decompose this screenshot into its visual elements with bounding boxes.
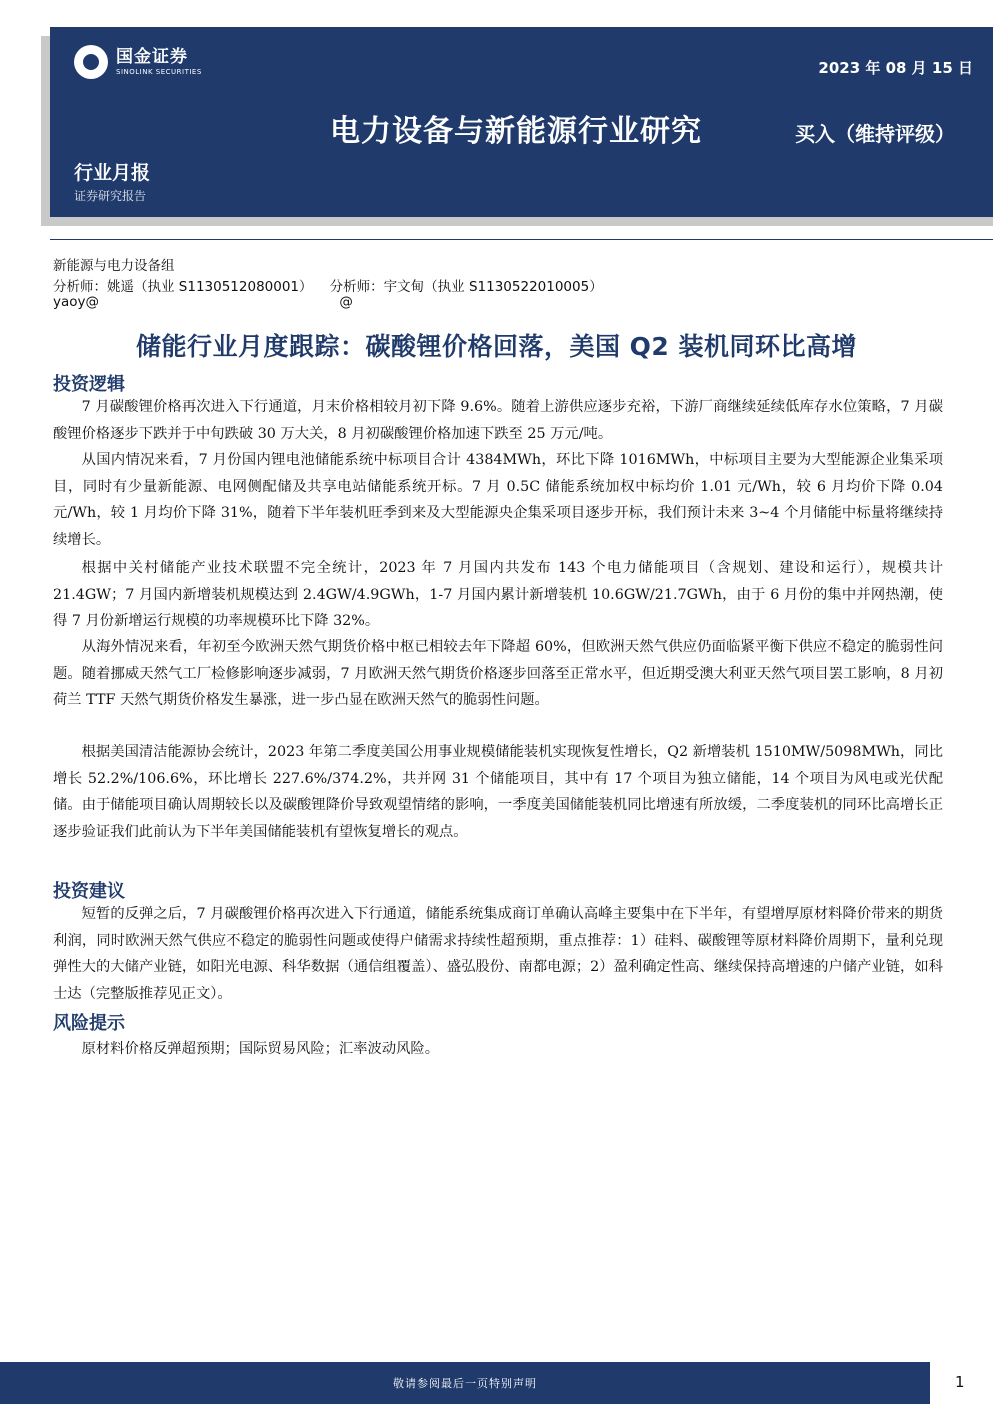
research-group: 新能源与电力设备组 — [53, 258, 175, 274]
analyst-line: 分析师：姚遥（执业 S1130512080001） 分析师：宇文甸（执业 S1130522010005） — [53, 279, 603, 295]
report-type: 行业月报 — [74, 162, 151, 184]
paragraph: 从国内情况来看，7 月份国内锂电池储能系统中标项目合计 4384MWh，环比下降 1016MWh，中标项目主要为大型能源企业集采项目，同时有少量新能源、电网侧配储及共享电站储能系统开标。7 月 0.5C 储能系统加权中标均价 1.01 元/Wh，较 6 月均价下降 0.04 元/Wh，较 1 月均价下降 31%，随着下半年装机旺季到来及大型能源央企集采项目逐步开标，我们预计未来 3~4 个月储能中标量将继续持续增长。 — [53, 452, 943, 548]
company-logo — [74, 45, 202, 79]
paragraph: 短暂的反弹之后，7 月碳酸锂价格再次进入下行通道，储能系统集成商订单确认高峰主要集中在下半年，有望增厚原材料降价带来的期货利润，同时欧洲天然气供应不稳定的脆弱性问题或使得户储需求持续性超预期，重点推荐：1）硅料、碳酸锂等原材料降价周期下，量利兑现弹性大的大储产业链，如阳光电源、科华数据（通信组覆盖）、盛弘股份、南都电源；2）盈利确定性高、继续保持高增速的户储产业链，如科士达（完整版推荐见正文）。 — [53, 906, 943, 1002]
analyst-emails: yaoy@ @ — [53, 294, 353, 310]
rating-badge: 买入（维持评级） — [795, 122, 955, 146]
report-subtype: 证券研究报告 — [74, 189, 147, 203]
logo-name-cn: 国金证券 — [116, 47, 188, 67]
paragraph: 原材料价格反弹超预期；国际贸易风险；汇率波动风险。 — [81, 1041, 440, 1057]
report-date: 2023 年 08 月 15 日 — [818, 59, 973, 77]
industry-title: 电力设备与新能源行业研究 — [330, 114, 702, 149]
report-headline: 储能行业月度跟踪：碳酸锂价格回落，美国 Q2 装机同环比高增 — [135, 332, 858, 361]
footer-disclaimer-note: 敬请参阅最后一页特别声明 — [393, 1377, 537, 1390]
paragraph: 根据中关村储能产业技术联盟不完全统计，2023 年 7 月国内共发布 143 个电力储能项目（含规划、建设和运行），规模共计 21.4GW；7 月国内新增装机规模达到 2.4GW/4.9GWh，1-7 月国内累计新增装机 10.6GW/21.7GWh，由于 6 月份的集中并网热潮，使得 7 月份新增运行规模的功率规模环比下降 32%。 — [53, 560, 943, 630]
page-number: 1 — [955, 1373, 965, 1391]
paragraph: 7 月碳酸锂价格再次进入下行通道，月末价格相较月初下降 9.6%。随着上游供应逐步充裕，下游厂商继续延续低库存水位策略，7 月碳酸锂价格逐步下跌并于中旬跌破 30 万大关，8 月初碳酸锂价格加速下跌至 25 万元/吨。 — [53, 399, 943, 442]
paragraph: 根据美国清洁能源协会统计，2023 年第二季度美国公用事业规模储能装机实现恢复性增长，Q2 新增装机 1510MW/5098MWh，同比增长 52.2%/106.6%，环比增长 227.6%/374.2%，共并网 31 个储能项目，其中有 17 个项目为独立储能，14 个项目为风电或光伏配储。由于储能项目确认周期较长以及碳酸锂降价导致观望情绪的影响，一季度美国储能装机同比增速有所放缓，二季度装机的同环比高增长正逐步验证我们此前认为下半年美国储能装机有望恢复增长的观点。 — [53, 744, 943, 840]
section-heading-risk: 风险提示 — [53, 1013, 125, 1034]
section-heading-advice: 投资建议 — [53, 881, 125, 902]
logo-mark-icon — [74, 45, 108, 79]
header-divider — [50, 239, 993, 240]
paragraph: 从海外情况来看，年初至今欧洲天然气期货价格中枢已相较去年下降超 60%，但欧洲天然气供应仍面临紧平衡下供应不稳定的脆弱性问题。随着挪威天然气工厂检修影响逐步减弱，7 月欧洲天然气期货价格逐步回落至正常水平，但近期受澳大利亚天然气项目罢工影响，8 月初荷兰 TTF 天然气期货价格发生暴涨，进一步凸显在欧洲天然气的脆弱性问题。 — [53, 639, 943, 709]
logo-name-en: SINOLINK SECURITIES — [116, 68, 202, 76]
section-heading-logic: 投资逻辑 — [53, 374, 125, 395]
